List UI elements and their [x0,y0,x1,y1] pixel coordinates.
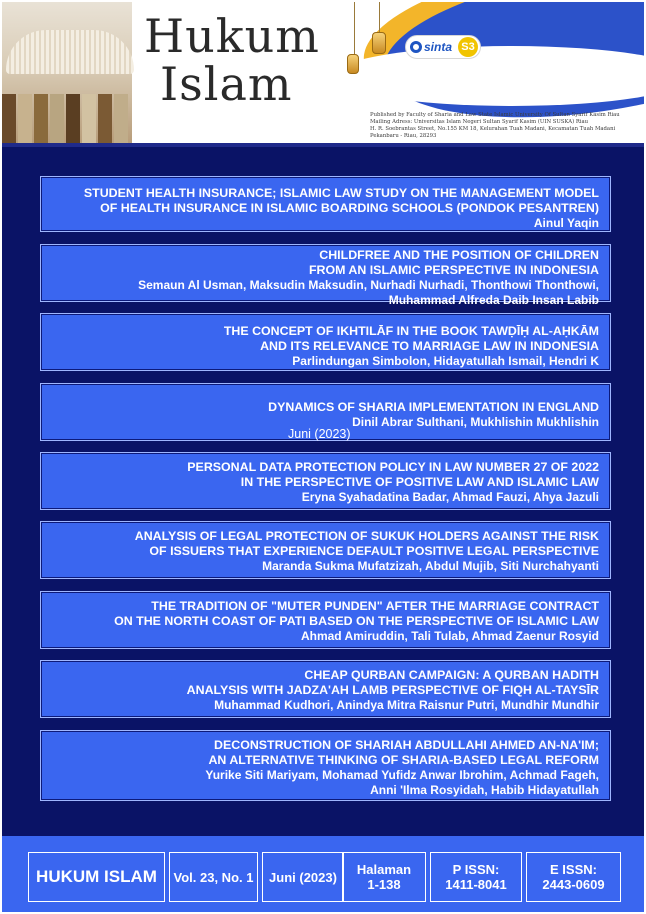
white-swoosh [332,46,644,106]
article-authors: Dinil Abrar Sulthani, Mukhlishin Mukhlishin [352,415,599,429]
article-box [40,660,611,718]
article-authors: Anni 'Ilma Rosyidah, Habib Hidayatullah [370,783,599,797]
sinta-badge [405,35,481,59]
article-box [40,591,611,649]
journal-title-line1: Hukum [144,9,320,63]
journal-name: HUKUM ISLAM [36,867,157,886]
p-issn-label: P ISSN: [452,862,500,877]
article-title: CHILDFREE AND THE POSITION OF CHILDREN [319,248,599,262]
book-spines [2,94,152,145]
publisher-line: Mailing Adress: Universitas Islam Negeri Sultan Syarif Kasim (UIN SUSKA) Riau [370,119,589,125]
cover-footer [2,836,644,912]
p-issn-value: 1411-8041 [445,877,507,892]
volume-number: Vol. 23, No. 1 [173,869,254,885]
publisher-info [370,112,642,140]
article-title: ON THE NORTH COAST OF PATI BASED ON THE PERSPECTIVE OF ISLAMIC LAW [114,614,599,628]
journal-cover [2,2,644,912]
article-title: ANALYSIS WITH JADZA'AH LAMB PERSPECTIVE OF FIQH AL-TAYSĪR [186,683,599,697]
article-title: DYNAMICS OF SHARIA IMPLEMENTATION IN ENGLAND [268,400,599,414]
article-box [40,176,611,232]
article-box [40,452,611,510]
e-issn-value: 2443-0609 [542,877,605,892]
lantern-chain [354,2,355,54]
publisher-line: Pekanbaru - Riau, 28293 [370,133,437,139]
publisher-line: H. R. Soebrantas Street, No.155 KM 18, Kelurahan Tuah Madani, Kecamatan Tuah Madani [370,126,616,132]
article-title: ANALYSIS OF LEGAL PROTECTION OF SUKUK HOLDERS AGAINST THE RISK [134,529,599,543]
article-title: AN ALTERNATIVE THINKING OF SHARIA-BASED LEGAL REFORM [208,753,599,767]
sinta-label: sinta [424,40,453,54]
article-title: OF HEALTH INSURANCE IN ISLAMIC BOARDING SCHOOLS (PONDOK PESANTREN) [100,201,599,215]
article-title: DECONSTRUCTION OF SHARIAH ABDULLAHI AHMED AN-NA'IM; [214,738,599,752]
issue-date-note: Juni (2023) [288,427,351,441]
article-authors: Parlindungan Simbolon, Hidayatullah Ismail, Hendri K [292,354,599,368]
cover-header [2,2,644,145]
lantern-icon [372,32,386,54]
lantern-chain [379,2,380,32]
header-divider [2,143,644,147]
article-authors: Ainul Yaqin [533,216,599,230]
article-title: STUDENT HEALTH INSURANCE; ISLAMIC LAW STUDY ON THE MANAGEMENT MODEL [83,186,599,200]
footer-pages [342,852,426,902]
article-title: THE TRADITION OF "MUTER PUNDEN" AFTER THE MARRIAGE CONTRACT [151,599,599,613]
lantern-icon [347,54,359,74]
footer-journal-name [28,852,165,902]
book-pages [6,30,134,74]
footer-p-issn [430,852,522,902]
pages-label: Halaman [356,862,412,877]
article-authors: Ahmad Amiruddin, Tali Tulab, Ahmad Zaenur Rosyid [300,629,599,643]
article-authors: Muhammad Alfreda Daib Insan Labib [388,293,599,307]
footer-date [262,852,344,902]
article-title: AND ITS RELEVANCE TO MARRIAGE LAW IN INDONESIA [260,339,599,353]
article-box [40,313,611,371]
article-title: OF ISSUERS THAT EXPERIENCE DEFAULT POSITIVE LEGAL PERSPECTIVE [149,544,599,558]
footer-volume [169,852,258,902]
article-title: THE CONCEPT OF IKHTILĀF IN THE BOOK TAWḌĪḤ AL-AḤKĀM [223,324,599,338]
footer-e-issn [526,852,621,902]
article-box [40,730,611,801]
open-book-image [2,2,132,145]
article-authors: Semaun Al Usman, Maksudin Maksudin, Nurhadi Nurhadi, Thonthowi Thonthowi, [138,278,599,292]
sinta-rank: S3 [458,37,478,57]
article-title: IN THE PERSPECTIVE OF POSITIVE LAW AND ISLAMIC LAW [240,475,599,489]
article-title: FROM AN ISLAMIC PERSPECTIVE IN INDONESIA [308,263,599,277]
article-box [40,521,611,579]
article-authors: Yurike Siti Mariyam, Mohamad Yufidz Anwar Ibrohim, Achmad Fageh, [205,768,599,782]
article-title: PERSONAL DATA PROTECTION POLICY IN LAW NUMBER 27 OF 2022 [187,460,599,474]
sinta-logo-icon [410,41,422,53]
article-authors: Maranda Sukma Mufatzizah, Abdul Mujib, Siti Nurchahyanti [262,559,599,573]
issue-date: Juni (2023) [269,869,337,885]
journal-title-line2: Islam [160,57,293,111]
article-authors: Eryna Syahadatina Badar, Ahmad Fauzi, Ahya Jazuli [301,490,599,504]
article-title: CHEAP QURBAN CAMPAIGN: A QURBAN HADITH [304,668,599,682]
article-box [40,244,611,307]
e-issn-label: E ISSN: [550,862,597,877]
pages-value: 1-138 [367,877,401,892]
publisher-line: Published by Faculty of Sharia and Law State Islamic University Of Sultan Syarif Kasim Riau [370,112,620,118]
article-authors: Muhammad Kudhori, Anindya Mitra Raisnur Putri, Mundhir Mundhir [214,698,599,712]
